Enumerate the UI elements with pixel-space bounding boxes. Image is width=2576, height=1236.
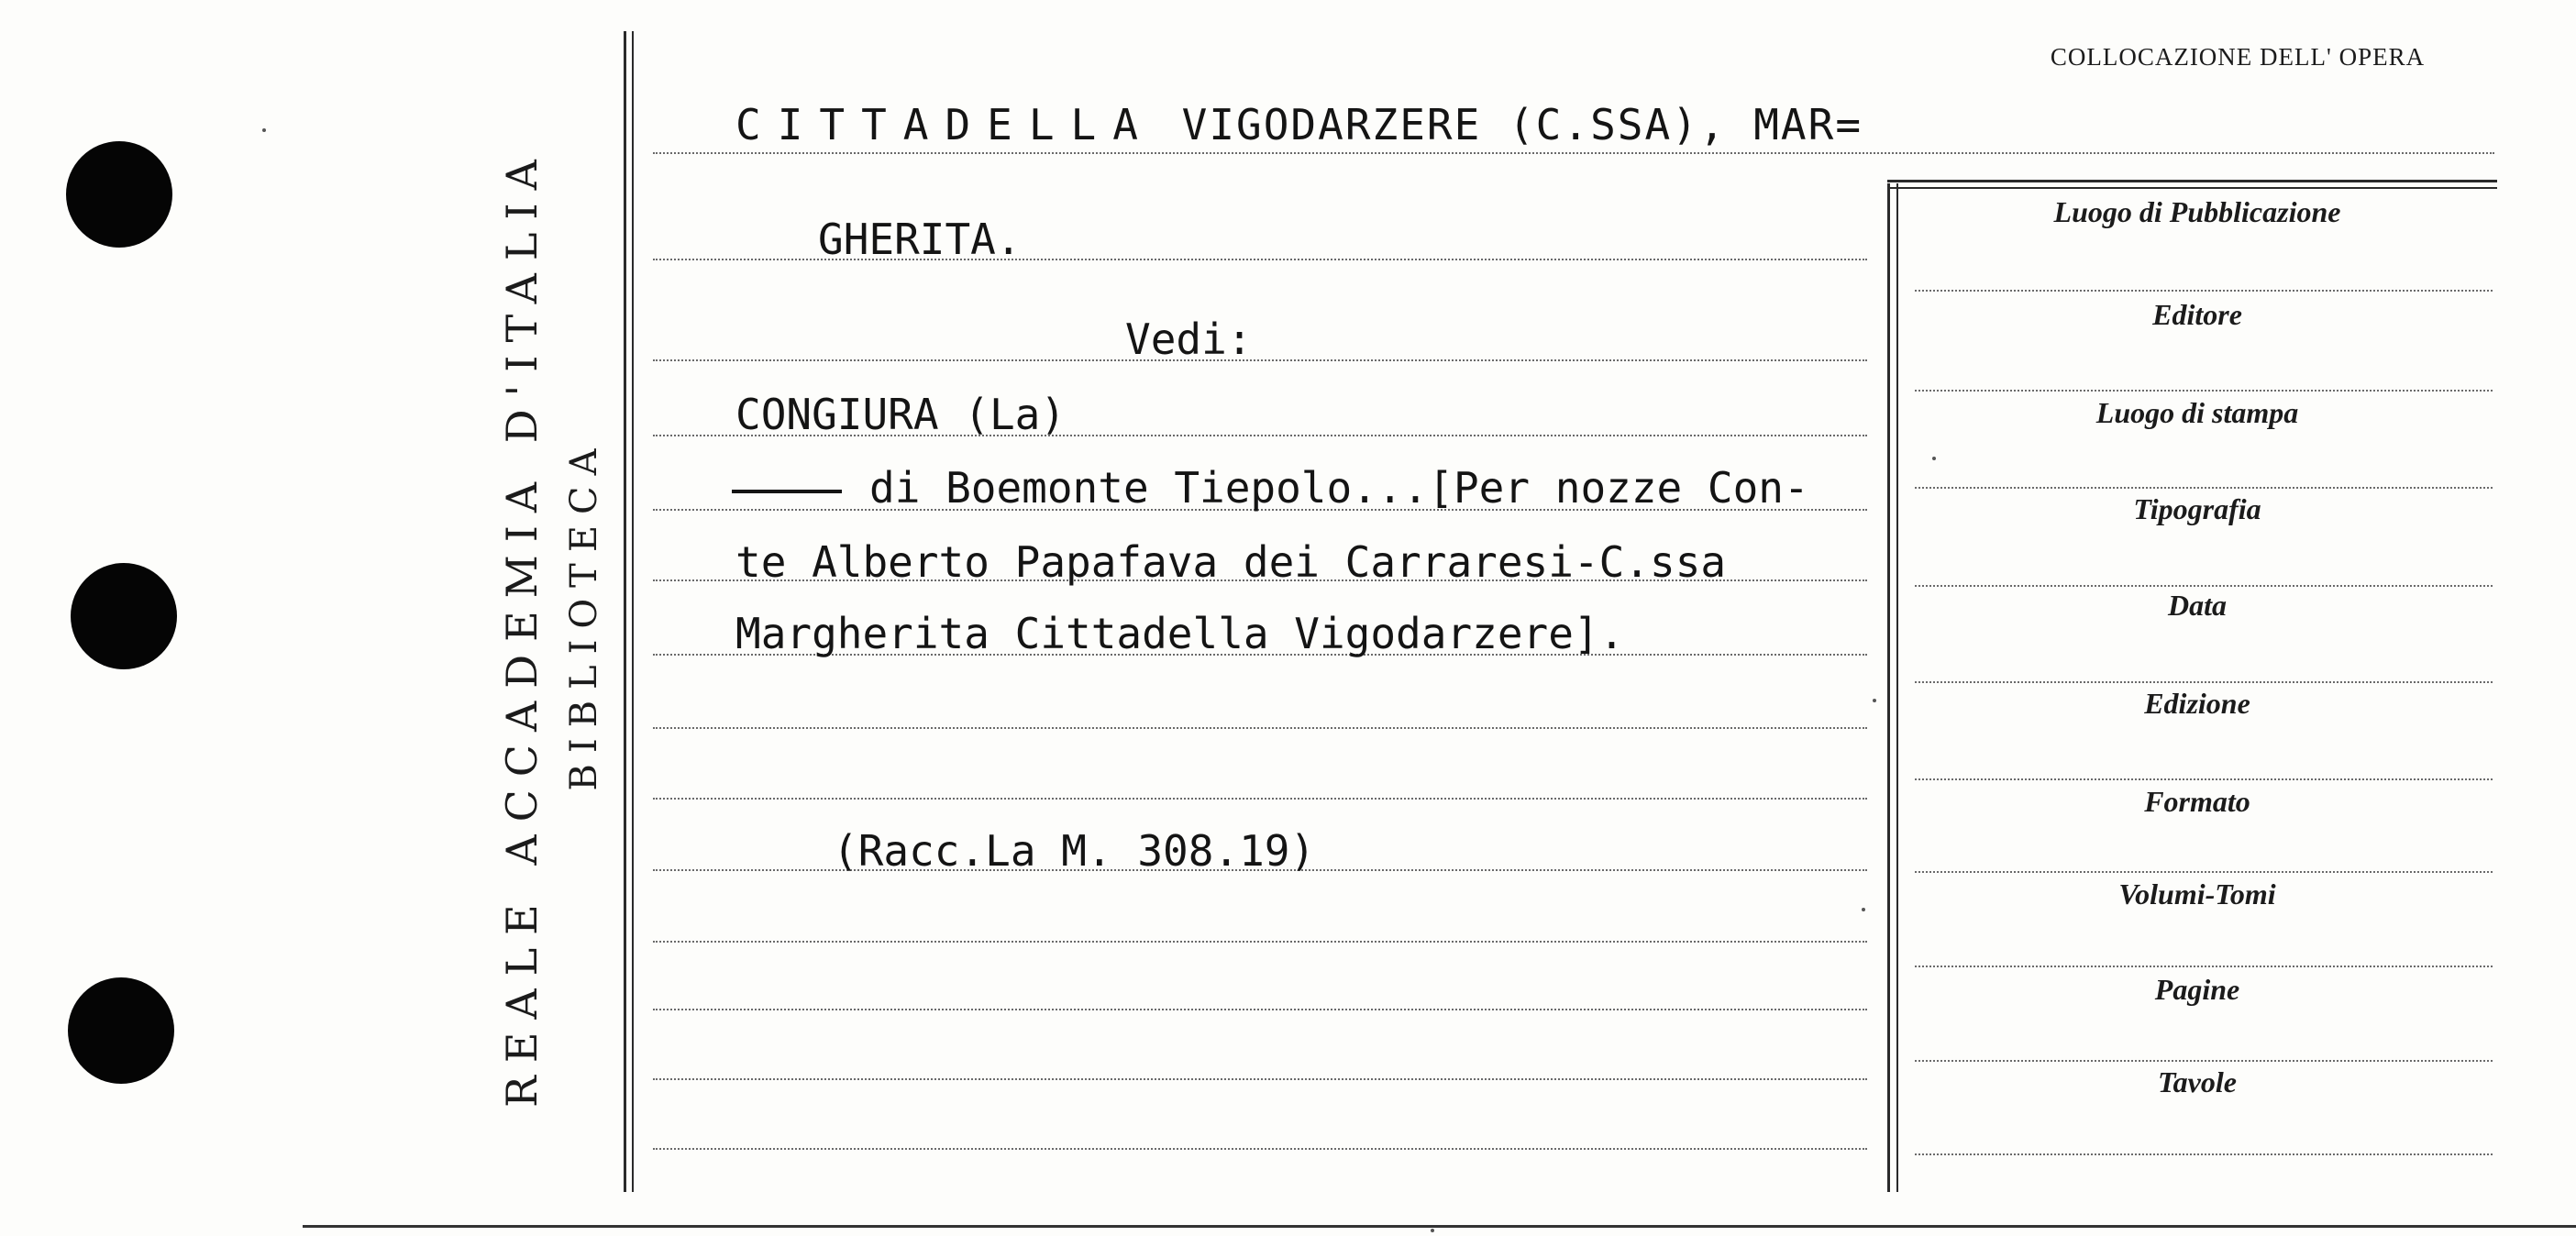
field-label: Tipografia [2133,492,2261,525]
library-name: BIBLIOTECA [563,437,605,791]
field-label: Luogo di stampa [2095,396,2299,429]
cross-reference-line [732,462,1809,513]
field-line [1915,487,2493,489]
ruled-line [653,1009,1867,1010]
field-line [1915,778,2493,780]
ruled-line [653,359,1867,361]
cross-reference-title: CONGIURA (La) [735,390,1067,439]
see-reference-label: Vedi: [1125,315,1253,364]
punch-hole-top [66,141,172,248]
ruled-line [653,798,1867,800]
punch-hole-middle [71,563,177,669]
scan-speck [1873,699,1876,702]
ruled-line [653,727,1867,729]
left-frame-rule [624,31,626,1192]
cross-reference-text: di Boemonte Tiepolo...[Per nozze Con- [869,463,1809,513]
collocation-header: COLLOCAZIONE DELL' OPERA [2050,43,2426,71]
field-label: Formato [2144,785,2250,818]
cross-reference-line-end: Margherita Cittadella Vigodarzere]. [735,609,1625,658]
ruled-line [653,1148,1867,1150]
field-line [1915,681,2493,683]
ruled-line [653,1078,1867,1080]
field-label: Editore [2152,298,2242,331]
field-line [1915,290,2493,292]
right-panel-rule [1887,183,1890,1192]
card-bottom-edge [303,1225,2576,1228]
ruled-line [653,152,2494,154]
ruled-line [653,941,1867,943]
cross-reference-line-continued: te Alberto Papafava dei Carraresi-C.ssa [735,537,1727,587]
field-label: Luogo di Pubblicazione [2053,195,2341,228]
entry-heading-rest: VIGODARZERE (C.SSA), MAR= [1181,100,1863,149]
field-line [1915,585,2493,587]
right-panel-top-rule [1887,180,2497,182]
entry-heading-continued: GHERITA. [818,215,1022,264]
field-label: Volumi-Tomi [2118,877,2276,910]
field-line [1915,1060,2493,1062]
right-panel-top-rule-inner [1887,187,2497,189]
field-label: Edizione [2144,687,2250,720]
academy-name: REALE ACCADEMIA D'ITALIA [497,147,547,1108]
scan-speck [1431,1229,1434,1232]
shelfmark: (Racc.La M. 308.19) [833,826,1316,876]
field-label: Pagine [2154,973,2240,1006]
field-label: Tavole [2158,1065,2237,1098]
entry-heading-spaced: CITTADELLA [735,100,1155,149]
scan-speck [1932,457,1936,460]
repeat-dash [732,490,842,493]
field-line [1915,1153,2493,1155]
entry-heading [735,99,1863,150]
field-label: Data [2168,589,2227,622]
field-line [1915,390,2493,392]
left-frame-rule-inner [632,31,634,1192]
field-line [1915,871,2493,873]
punch-hole-bottom [68,977,174,1084]
scan-speck [262,128,266,132]
scan-speck [1862,908,1865,911]
field-line [1915,966,2493,967]
